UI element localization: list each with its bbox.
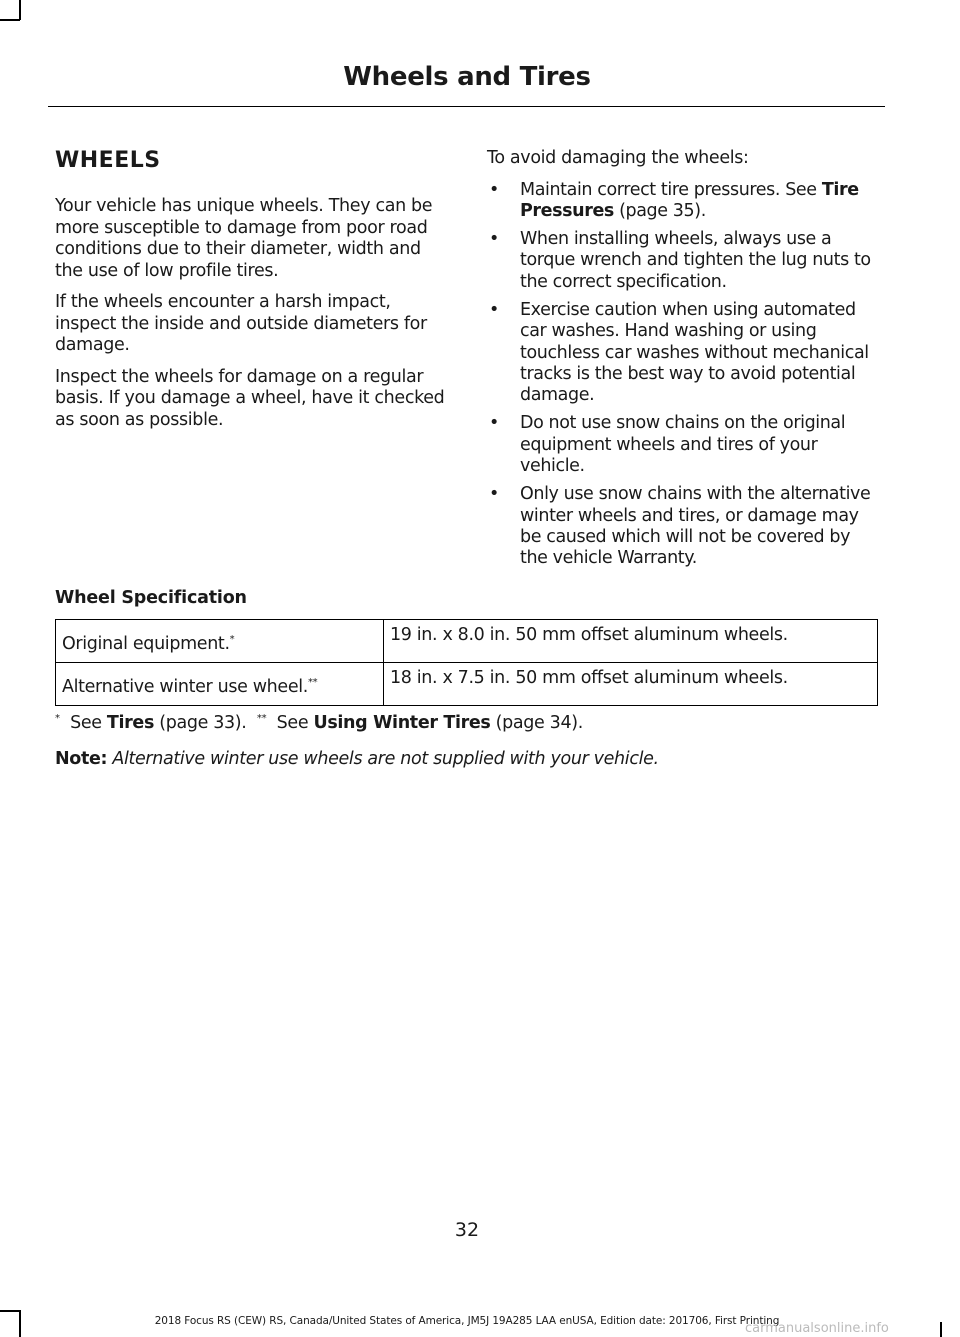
note-label: Note: [55, 749, 108, 769]
spec-value-cell: 18 in. x 7.5 in. 50 mm offset aluminum wheels. [384, 663, 878, 706]
bullet-glyph: • [489, 413, 499, 434]
bullet-glyph: • [489, 484, 499, 505]
note-text: Alternative winter use wheels are not supplied with your vehicle. [112, 749, 659, 769]
bullet-text: Do not use snow chains on the original equipment wheels and tires of your vehicle. [520, 413, 846, 477]
wheel-specification-table [55, 619, 878, 706]
spec-label: Alternative winter use wheel. [62, 677, 308, 697]
bullet-page-ref: (page 35). [613, 200, 706, 221]
right-column [487, 146, 882, 577]
crop-mark-top-left-vertical [19, 0, 21, 20]
bullet-glyph: • [489, 299, 499, 320]
tires-link[interactable]: Tires [106, 713, 155, 733]
footnote-mark: ** [256, 713, 267, 725]
spec-label-cell [56, 663, 384, 706]
tire-pressures-link[interactable]: Tire Pressures [520, 179, 859, 221]
footnote-see: See [276, 713, 314, 733]
footnote-page: (page 34). [490, 713, 583, 733]
list-item [487, 413, 882, 477]
wheels-heading: WHEELS [55, 148, 161, 173]
footnote-mark: * [55, 713, 60, 725]
table-footnotes [55, 713, 583, 733]
bullet-text: Maintain correct tire pressures. See [520, 179, 822, 200]
wheels-paragraph-1: Your vehicle has unique wheels. They can be more susceptible to damage from poor road conditions due to their diameter, width and the use of low profile tires. [55, 196, 433, 281]
list-item [487, 300, 882, 406]
spec-label-cell [56, 620, 384, 663]
spec-value-cell: 19 in. x 8.0 in. 50 mm offset aluminum wheels. [384, 620, 878, 663]
table-row [56, 620, 878, 663]
footnote-page: (page 33). [154, 713, 247, 733]
left-column [55, 146, 450, 441]
wheels-paragraph-2: If the wheels encounter a harsh impact, inspect the inside and outside diameters for damage. [55, 292, 427, 355]
list-item [487, 180, 882, 223]
bullet-glyph: • [489, 229, 499, 250]
footnote-mark: ** [307, 677, 318, 689]
list-item [487, 484, 882, 569]
page-number: 32 [454, 1219, 480, 1241]
bullet-glyph: • [489, 179, 499, 200]
header-rule [48, 106, 885, 107]
note [55, 749, 659, 769]
watermark: carmanualsonline.info [745, 1321, 889, 1336]
footnote-mark: * [229, 634, 235, 646]
bullet-text: Exercise caution when using automated car washes. Hand washing or using touchless car washes without mechanical tracks is the best way to avoid potential damage. [520, 299, 869, 406]
crop-mark-bottom-left-horizontal [0, 1310, 20, 1312]
list-item [487, 229, 882, 293]
wheels-paragraph-3: Inspect the wheels for damage on a regular basis. If you damage a wheel, have it checked as soon as possible. [55, 366, 445, 430]
avoid-list [487, 180, 882, 570]
spec-label: Original equipment. [62, 634, 230, 654]
crop-mark-top-left-horizontal [0, 19, 20, 21]
edition-footer: 2018 Focus RS (CEW) RS, Canada/United States of America, JM5J 19A285 LAA enUSA, Edition date: 201706, First Printing [154, 1315, 780, 1327]
wheel-specification-title: Wheel Specification [55, 588, 247, 608]
bullet-text: Only use snow chains with the alternative winter wheels and tires, or damage may be caused which will not be covered by the vehicle Warranty. [520, 484, 871, 569]
avoid-intro: To avoid damaging the wheels: [487, 148, 749, 168]
bullet-text: When installing wheels, always use a torque wrench and tighten the lug nuts to the correct specification. [520, 229, 871, 292]
crop-mark-bottom-right-vertical [940, 1322, 942, 1337]
page-header-title: Wheels and Tires [343, 62, 591, 92]
table-row [56, 663, 878, 706]
footnote-see: See [70, 713, 107, 733]
using-winter-tires-link[interactable]: Using Winter Tires [313, 713, 491, 733]
